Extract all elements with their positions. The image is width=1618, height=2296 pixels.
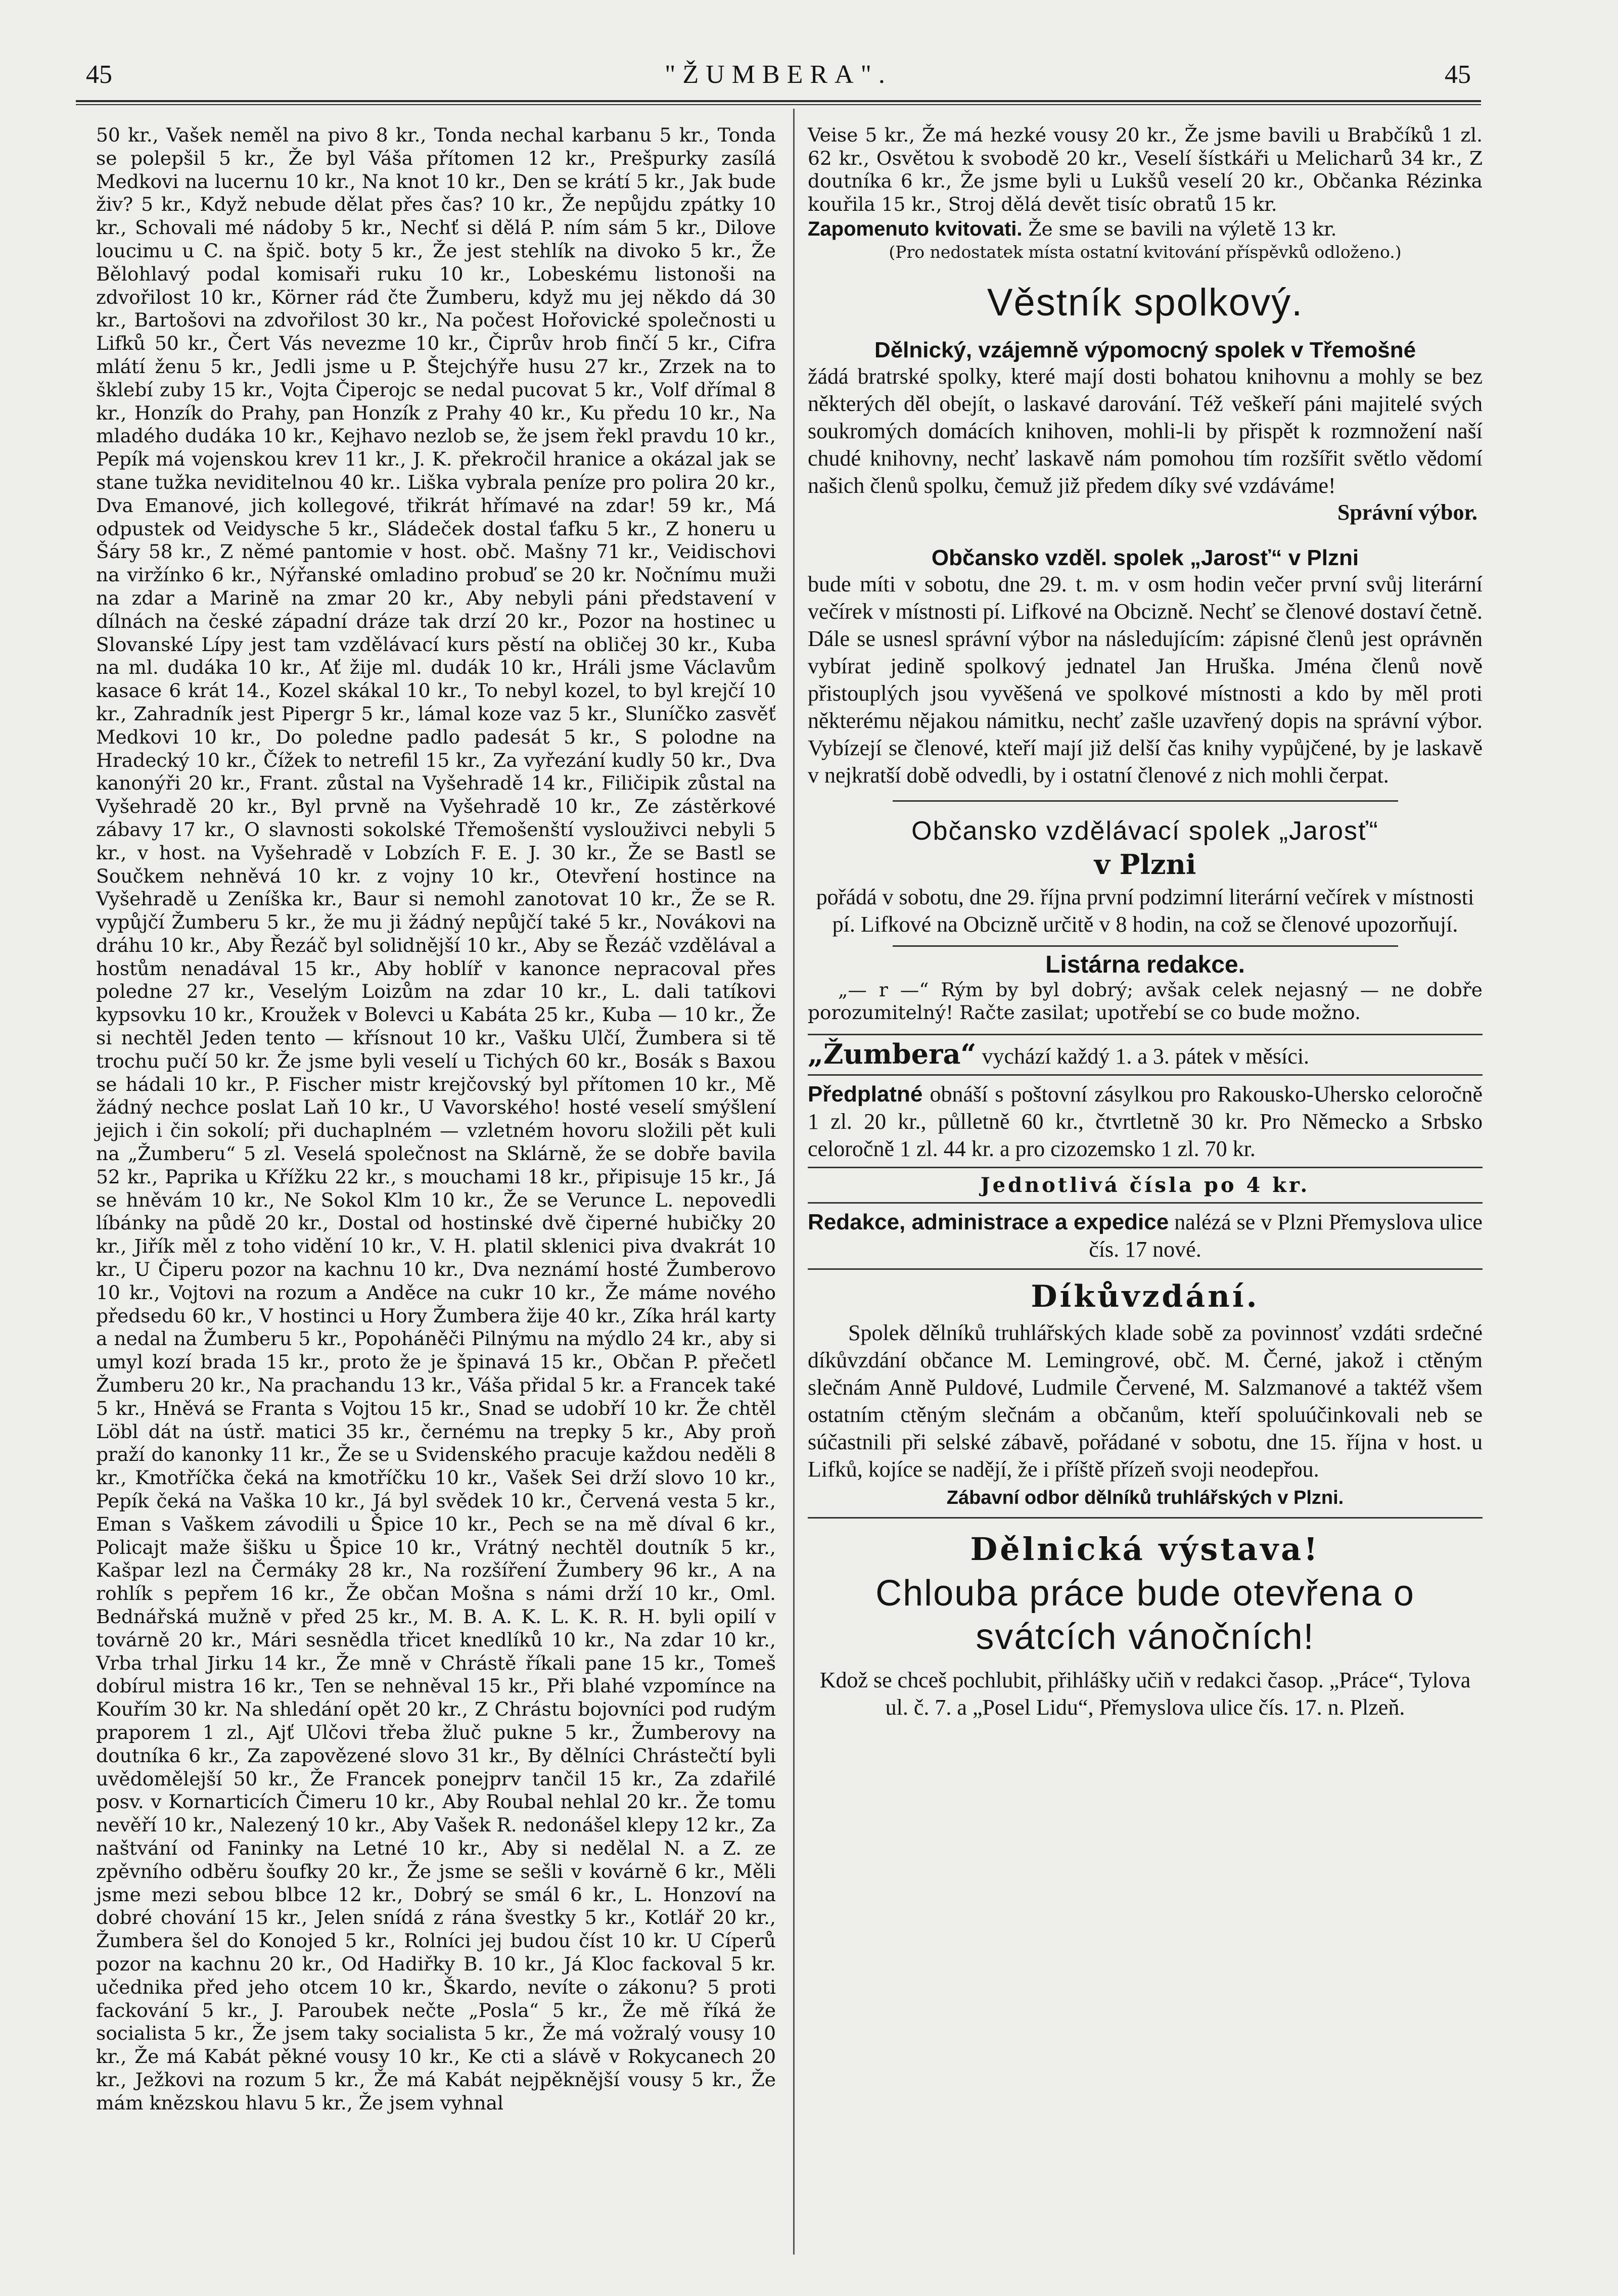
- divider: [808, 1202, 1483, 1204]
- newspaper-title: "ŽUMBERA".: [665, 60, 892, 89]
- single-issue-price: Jednotlivá čísla po 4 kr.: [980, 1173, 1310, 1197]
- divider: [808, 1167, 1483, 1168]
- page-number-right: 45: [1445, 60, 1471, 89]
- notice-body: pořádá v sobotu, dne 29. října první podzimní literární večírek v místnosti pí. Lifkové na Obcizně určitě v 8 hodin, na což se členové upozorňují.: [816, 884, 1474, 937]
- thanks-signature: Zábavní odbor dělníků truhlářských v Plzni.: [946, 1487, 1344, 1508]
- price-label: Předplatné: [808, 1081, 923, 1107]
- forgotten-heading: Zapomenuto kvitovati.: [808, 218, 1023, 240]
- exhibition-subheading: Chlouba práce bude otevřena o svátcích vánočních!: [875, 1573, 1415, 1657]
- article1-body: žádá bratrské spolky, které mají dosti bohatou knihovnu a mohly se bez některých děl obejít, o laskavé darování. Též veškeří páni majitelé svých soukromých domácích knihoven, mohli-li by přispět k rozmnožení naší chudé knihovny, nechť laskavě nám pomohou tím rozšířit světlo vědomí našich členů spolku, čemuž již předem díky své vzdáváme!: [808, 363, 1483, 498]
- forgotten-text: Že sme se bavili na výletě 13 kr.: [1028, 218, 1337, 240]
- divider: [893, 945, 1398, 947]
- exhibition-heading: Dělnická výstava!: [970, 1530, 1320, 1568]
- donation-list-continued: Veise 5 kr., Že má hezké vousy 20 kr., Že jsme bavili u Brabčíků 1 zl. 62 kr., Osvětou k svobodě 20 kr., Veselí šístkáři u Melicharů 34 kr., Z doutníka 6 kr., Že jsme byli u Lukšů veselí 20 kr., Občanka Rézinka kouřila 15 kr., Stroj dělá devět tisíc obratů 15 kr.: [808, 124, 1483, 215]
- office-info: [808, 1209, 1483, 1263]
- space-note: (Pro nedostatek místa ostatní kvitování příspěvků odloženo.): [889, 242, 1402, 262]
- vestnik-heading: Věstník spolkový.: [987, 281, 1304, 324]
- subscription-line: [808, 1037, 1483, 1070]
- divider: [808, 1517, 1483, 1519]
- listarna-body: „— r —“ Rým by byl dobrý; avšak celek nejasný — ne dobře porozumitelný! Račte zasilat; upotřebí se co bude možno.: [808, 978, 1483, 1024]
- listarna-heading: Listárna redakce.: [1045, 951, 1245, 978]
- thanks-body: Spolek dělníků truhlářských klade sobě za povinnosť vzdáti srdečné díkůvzdání občance M. Lemingrové, obč. M. Černé, jakož i ctěným slečnám Anně Puldové, Ludmile Červené, M. Salzmanové a taktéž všem ostatním ctěným slečnám a občanům, kteří spoluúčinkovali neb se súčastnili při selské zábavě, pořádané v sobotu, dne 15. října v host. u Lifků, kojíce se nadějí, že i příště přízeň svoji neodepřou.: [808, 1320, 1483, 1482]
- article2-body: bude míti v sobotu, dne 29. t. m. v osm hodin večer první svůj literární večírek v místnosti pí. Lifkové na Obcizně. Nechť se členové dostaví četně. Dále se usnesl správní výbor na následujícím: zápisné členů jest oprávněn vybírat jedině spolkový jednatel Jan Hruška. Jména členů nově přistouplých jsou vyvěšená ve spolkové místnosti a kdo by měl proti některému nějakou námitku, nechť zašle uzavřený dopis na správní výbor. Vybízejí se členové, kteří mají již delší čas knihy vypůjčené, by je laskavě v nejkratší době odvedli, by i ostatní členové z nich mohli čerpat.: [808, 571, 1483, 788]
- divider: [808, 1268, 1483, 1270]
- subscription-price: [808, 1081, 1483, 1163]
- notice-line2: v Plzni: [1094, 848, 1196, 881]
- right-column: [808, 124, 1483, 1721]
- forgotten-section: [808, 218, 1483, 241]
- article1-signature: Správní výbor.: [1337, 499, 1477, 525]
- header-rule-thin: [76, 104, 1481, 105]
- page-number-left: 45: [86, 60, 112, 89]
- divider: [808, 1074, 1483, 1076]
- page-header: [76, 60, 1481, 100]
- column-divider: [793, 109, 795, 2255]
- price-text: obnáší s poštovní zásylkou pro Rakousko-Uhersko celoročně 1 zl. 20 kr., půlletně 60 kr., čtvrtletně 30 kr. Pro Německo a Srbsko celoročně 1 zl. 44 kr. a pro cizozemsko 1 zl. 70 kr.: [808, 1081, 1483, 1161]
- article2-heading: Občansko vzděl. spolek „Jarosť“ v Plzni: [931, 545, 1359, 570]
- thanks-heading: Díkůvzdání.: [1031, 1278, 1260, 1314]
- left-column: [96, 124, 776, 2115]
- exhibition-body: Kdož se chceš pochlubit, přihlášky učiň v redakci časop. „Práce“, Tylova ul. č. 7. a „Posel Lidu“, Přemyslova ulice čís. 17. n. Plzeň.: [819, 1667, 1471, 1720]
- divider: [808, 1034, 1483, 1035]
- header-rule: [76, 100, 1481, 102]
- office-bold: Redakce, administrace a expedice: [808, 1209, 1169, 1234]
- donation-list: 50 kr., Vašek neměl na pivo 8 kr., Tonda nechal karbanu 5 kr., Tonda se polepšil 5 kr., Že byl Váša přítomen 12 kr., Prešpurky zasílá Medkovi na lucernu 10 kr., Na knot 10 kr., Den se krátí 5 kr., Jak bude živ? 5 kr., Když nebude dělat přes čas? 10 kr., Že nepůjdu zpátky 10 kr., Schovali mé nádoby 5 kr., Nechť si dělá P. ním sám 5 kr., Dilove loucimu u C. na špič. boty 5 kr., Že jest stehlík na divoko 5 kr., Že Bělohlavý podal komisaři ruku 10 kr., Lobeskému listonoši na zdvořilost 10 kr., Körner rád čte Žumberu, když mu jej někdo dá 30 kr., Bartošovi na zdvořilost 30 kr., Na počest Hořovické společnosti u Lifků 50 kr., Čert Vás nevezme 10 kr., Čiprův hrob finčí 5 kr., Cifra mlátí ženu 5 kr., Jedli jsme u P. Štejchýře husu 27 kr., Zrzek na to šklebí zuby 15 kr., Vojta Čiperojc se nedal pucovat 5 kr., Volf dřímal 8 kr., Honzík do Prahy, pan Honzík z Prahy 40 kr., Ku předu 10 kr., Na mladého dudáka 10 kr., Kejhavo nezlob se, že jsem řekl pravdu 10 kr., Pepík má vojenskou krev 11 kr., J. K. překročil hranice a okázal jak se stane tužka neviditelnou 40 kr.. Liška vybrala peníze pro polira 20 kr., Dva Emanové, jich kollegové, třikrát hřímavé na zdar! 59 kr., Má odpustek od Veidysche 5 kr., Sládeček dostal ťafku 5 kr., Z honeru u Šáry 58 kr., Z němé pantomie v host. obč. Mašny 71 kr., Veidischovi na viržínko 6 kr., Nýřanské omladino probuď se 20 kr. Nočnímu muži na zdar a Marině na zmar 20 kr., Aby nebyli páni představení v dílnách na české západní dráze tak drzí 20 kr., Pozor na hostinec u Slovanské Lípy jest tam vzdělávací kurs pěstí na obličej 30 kr., Kuba na ml. dudáka 10 kr., Ať žije ml. dudák 10 kr., Hráli jsme Václavům kasace 6 krát 14., Kozel skákal 10 kr., To nebyl kozel, to byl krejčí 10 kr., Zahradník jest Pipergr 5 kr., lámal koze vaz 5 kr., Sluníčko zasvěť Medkovi 10 kr., Do poledne padlo padesát 5 kr., S polodne na Hradecký 10 kr., Čížek to netrefil 15 kr., Za vyřezání kudly 50 kr., Dva kanonýři 20 kr., Frant. zůstal na Vyšehradě 14 kr., Filičipik zůstal na Vyšehradě 20 kr., Byl prvně na Vyšehradě 10 kr., Ze zástěrkové zábavy 17 kr., O slavnosti sokolské Třemošenští vyslouživci nebyli 5 kr., v host. na Vyšehradě v Lobzích F. E. J. 30 kr., Že se Bastl se Součkem nehněvá 10 kr. z vojny 10 kr., Otevření hostince na Vyšehradě u Zeníška kr., Baur si nemohl zanotovat 10 kr., Že se R. vypůjčí Žumberu 5 kr., že mu ji žádný nepůjčí také 5 kr., Novákovi na dráhu 10 kr., Aby Řezáč byl solidnější 10 kr., Aby se Řezáč vzdělával a hostům nenadával 15 kr., Aby hoblíř v kanonce nepracoval přes poledne 27 kr., Veselým Loizům na zdar 10 kr., L. dali tatíkovi kypsovku 10 kr., Kroužek v Bolevci u Kabáta 25 kr., Kuba — 10 kr., Že si nechtěl Jeden tento — křísnout 10 kr., Vašku Ulčí, Žumbera si tě trochu pučí 50 kr. Že jsme byli veselí u Tichých 60 kr., Bosák s Baxou se hádali 10 kr., P. Fischer mistr krejčovský byl přítomen 10 kr., Mě žádný nechce poslat Laň 10 kr., U Vavorského! hosté veselí smýšlení jejich i čin sokolí; při duchaplném — vzletném hovoru složili pět kuli na „Žumberu“ 5 zl. Veselá společnost na Sklárně, že se dobře bavila 52 kr., Paprika u Křížku 22 kr., s mouchami 18 kr., připisuje 15 kr., Já se hněvám 10 kr., Ne Sokol Klm 10 kr., Že se Verunce L. nepovedli líbánky na půdě 20 kr., Dostal od hostinské dvě čiperné hubičky 20 kr., Jiřík měl z toho vidění 10 kr., V. H. platil sklenici piva dvakrát 10 kr., U Čiperu pozor na kachnu 10 kr., Dva neznámí hosté Žumberovo 10 kr., Vojtovi na rozum a Anděce na cukr 10 kr., Že máme nového předsedu 60 kr., V hostinci u Hory Žumbera žije 40 kr., Zíka hrál karty a nedal na Žumberu 5 kr., Popoháněči Pilnýmu na mýdlo 24 kr., aby si umyl kozí brada 15 kr., proto že je špinavá 15 kr., Občan P. přečetl Žumberu 20 kr., Na prachandu 13 kr., Váša přidal 5 kr. a Francek také 5 kr., Hněvá se Franta s Vojtou 15 kr., Snad se udobří 10 kr. Že chtěl Löbl dát na ústř. matici 35 kr., černému na trepky 5 kr., Aby proň praží do kanonky 11 kr., Že se u Svidenského pracuje každou neděli 8 kr., Kmotříčka čeká na kmotříčku 10 kr., Vašek Sei drží slovo 10 kr., Pepík čeká na Vaška 10 kr., Já byl svědek 10 kr., Červená vesta 5 kr., Eman s Vaškem závodili u Špice 10 kr., Pech se na mě díval 6 kr., Policajt maže šišku u Špice 10 kr., Vrátný nechtěl doutník 5 kr., Kašpar lezl na Čermáky 28 kr., Na rozšíření Žumbery 96 kr., A na rohlík s pepřem 16 kr., Že občan Mošna s námi drží 10 kr., Oml. Bednářská mužně v před 25 kr., M. B. A. K. L. K. R. H. byli opilí v továrně 20 kr., Mári sesnědla třicet knedlíků 10 kr., Na zdar 10 kr., Vrba trhal Jirku 14 kr., Že mně v Chrástě říkali pane 15 kr., Tomeš dobírul mistra 16 kr., Ten se nehněval 15 kr., Při blahé vzpomínce na Kouřím 30 kr. Na shledání opět 20 kr., Z Chrástu bojovníci pod rudým praporem 1 zl., Ajť Ulčovi třeba žluč pukne 5 kr., Žumberovy na doutníka 6 kr., Za zapovězené slovo 31 kr., By dělníci Chrástečtí byli uvědomělejší 50 kr., Že Francek ponejprv tančil 15 kr., Za zdařilé posv. v Kornarticích Čimeru 10 kr., Aby Roubal nehlal 20 kr.. Že tomu nevěří 10 kr., Nalezený 10 kr., Aby Vašek R. nedonášel klepy 12 kr., Za naštvání od Faninky na Letné 10 kr., Aby si nedělal N. a Z. ze zpěvního odběru šoufky 20 kr., Že jsme se sešli v kovárně 6 kr., Měli jsme mezi sebou blbce 12 kr., Dobrý se smál 6 kr., L. Honzoví na dobré chování 15 kr., Jelen snídá z rána švestky 5 kr., Kotlář 20 kr., Žumbera šel do Konojed 5 kr., Rolníci jej budou číst 10 kr. U Cíperů pozor na kachnu 20 kr., Od Hadiřky B. 10 kr., Já Kloc fackoval 5 kr. učednika před jeho otcem 10 kr., Škardo, nevíte o zákonu? 5 proti fackování 5 kr., J. Paroubek nečte „Posla“ 5 kr., Že mě říká že socialista 5 kr., Že jsem taky socialista 5 kr., Že má vožralý vousy 10 kr., Že má Kabát pěkné vousy 10 kr., Ke cti a slávě v Rokycanech 20 kr., Ježkovi na rozum 5 kr., Že má Kabát nejpěknější vousy 5 kr., Že mám knězskou hlavu 5 kr., Že jsem vyhnal: [96, 124, 776, 2114]
- subscription-frequency: vychází každý 1. a 3. pátek v měsíci.: [982, 1043, 1310, 1069]
- divider: [893, 800, 1398, 802]
- article1-heading: Dělnický, vzájemně výpomocný spolek v Třemošné: [874, 337, 1416, 362]
- office-text: nalézá se v Plzni Přemyslova ulice čís. 17 nové.: [1089, 1209, 1483, 1262]
- paper-name: „Žumbera“: [808, 1037, 977, 1070]
- notice-line1: Občansko vzdělávací spolek „Jarosť“: [911, 816, 1379, 846]
